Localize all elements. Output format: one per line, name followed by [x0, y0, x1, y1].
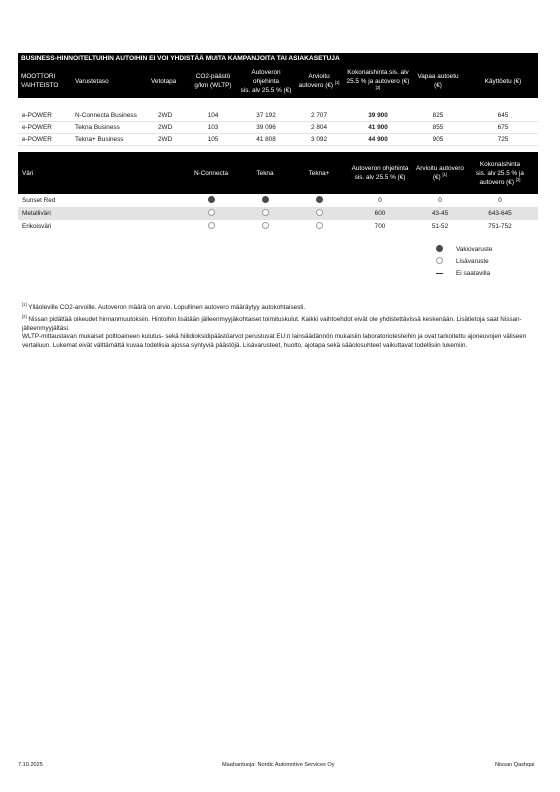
trim-cell: Tekna Business [75, 124, 120, 131]
color-table-header [18, 152, 538, 194]
price-table-header [18, 64, 538, 98]
legend-item-unavailable: Ei saatavilla [456, 270, 491, 277]
availability-cell [255, 220, 275, 233]
tekna-header: Tekna [256, 169, 274, 177]
tax-guide-cell: 41 808 [256, 136, 276, 143]
hollow-circle-icon [316, 222, 323, 229]
teknaplus-header: Tekna+ [308, 169, 330, 177]
drive-cell: 2WD [158, 112, 173, 119]
total-price-cell: 39 900 [368, 112, 388, 119]
nconnecta-header: N-Connecta [193, 169, 229, 177]
table-row [18, 207, 538, 220]
tax-guide-cell: 37 192 [256, 112, 276, 119]
filled-circle-icon [208, 196, 215, 203]
table-row [18, 220, 538, 233]
use-benefit-cell: 645 [497, 112, 509, 119]
hollow-circle-icon [262, 209, 269, 216]
tax-guide-header: Autoveron ohjehinta sis. alv 25.5 % (€) [351, 165, 409, 181]
free-benefit-cell: 905 [432, 136, 444, 143]
color-header: Väri [22, 169, 34, 177]
tax-estimate-cell: 0 [438, 197, 442, 204]
tax-estimate-header: Arvioitu autovero (€) [1] [298, 73, 340, 89]
wltp-disclaimer: WLTP-mittaustavan mukaiset polttoaineen kulutus- sekä hiilidioksidipäästöarvot perustuvat EU:n lainsäädännön mukaisiin laboratoriotesteihin ja ovat tarkoitettu ajoneuvojen väliseen vertailuun. Lukemat eivät välttämättä kuvaa todellisia ajossa syntyviä päästöjä. Lisävarusteet, huolto, ajotapa sekä sääolosuhteet vaikuttavat todellisiin lukemiin. [22, 333, 527, 350]
hollow-circle-icon [208, 222, 215, 229]
co2-cell: 104 [207, 112, 219, 119]
color-name-cell: Sunset Red [22, 197, 56, 204]
tax-estimate-cell: 2 804 [311, 124, 327, 131]
tax-guide-cell: 700 [374, 223, 386, 230]
legend-item-optional: Lisävaruste [430, 256, 540, 268]
availability-cell [201, 194, 221, 207]
equipment-legend [430, 244, 540, 280]
use-benefit-cell: 675 [497, 124, 509, 131]
footnote-2: [2] Nissan pidättää oikeudet hinnanmuutoksiin. Hintoihin lisätään jälleenmyyjäkohtaiset toimituskulut. Kaikki vaihtoehdot eivät ole yhdistettävissä keskenään. Lisätietoja saat Nissan-jälleenmyyjältäsi. [22, 313, 522, 332]
tax-estimate-header: Arvioitu autovero (€) [1] [416, 165, 464, 181]
total-price-cell: 751-752 [488, 223, 512, 230]
trim-header: Varustetaso [75, 77, 109, 85]
total-price-cell: 44 900 [368, 136, 388, 143]
free-benefit-cell: 825 [432, 112, 444, 119]
trim-cell: Tekna+ Business [75, 136, 124, 143]
color-table-body [18, 194, 538, 233]
hollow-circle-icon [436, 257, 443, 264]
tax-guide-cell: 0 [378, 197, 382, 204]
tax-estimate-cell: 51-52 [431, 223, 449, 230]
hollow-circle-icon [316, 209, 323, 216]
tax-estimate-cell: 43-45 [431, 210, 449, 217]
total-price-header: Kokonaishinta sis. alv 25.5 % ja autovero (€) [2] [476, 160, 524, 186]
tax-guide-header: Autoveron ohjehinta sis. alv 25.5 % (€) [240, 68, 292, 94]
free-benefit-cell: 855 [432, 124, 444, 131]
availability-cell [309, 220, 329, 233]
co2-header: CO2-päästö g/km (WLTP) [194, 73, 232, 89]
hollow-circle-icon [208, 209, 215, 216]
filled-circle-icon [316, 196, 323, 203]
engine-cell: e-POWER [22, 124, 52, 131]
color-name-cell: Erikoisväri [22, 223, 52, 230]
availability-cell [201, 207, 221, 220]
availability-cell [201, 220, 221, 233]
color-name-cell: Metalliväri [22, 210, 51, 217]
availability-cell [309, 194, 329, 207]
table-row [18, 110, 538, 122]
engine-header: MOOTTORI VAIHTEISTO [21, 73, 59, 89]
filled-circle-icon [262, 196, 269, 203]
tax-guide-cell: 600 [374, 210, 386, 217]
total-price-cell: 0 [498, 197, 502, 204]
tax-estimate-cell: 2 707 [311, 112, 327, 119]
availability-cell [255, 207, 275, 220]
hollow-circle-icon [262, 222, 269, 229]
availability-cell [255, 194, 275, 207]
tax-guide-cell: 39 096 [256, 124, 276, 131]
legend-item-standard: Vakiovaruste [430, 244, 540, 256]
table-row [18, 134, 538, 146]
footer-model: Nissan Qashqai [495, 762, 535, 768]
trim-cell: N-Connecta Business [75, 112, 137, 119]
co2-cell: 105 [207, 136, 219, 143]
campaign-title-bar: BUSINESS-HINNOITELTUIHIN AUTOIHIN EI VOI YHDISTÄÄ MUITA KAMPANJOITA TAI ASIAKASETUJA [18, 53, 538, 64]
use-benefit-cell: 725 [497, 136, 509, 143]
drive-header: Vetotapa [151, 77, 177, 85]
table-row [18, 194, 538, 207]
total-price-cell: 41 900 [368, 124, 388, 131]
filled-circle-icon [436, 245, 443, 252]
co2-cell: 103 [207, 124, 219, 131]
dash-icon [436, 273, 443, 274]
engine-cell: e-POWER [22, 112, 52, 119]
tax-estimate-cell: 3 092 [311, 136, 327, 143]
drive-cell: 2WD [158, 124, 173, 131]
total-price-cell: 643-645 [488, 210, 512, 217]
footer-importer: Maahantuoja: Nordic Automotive Services Oy [222, 762, 335, 768]
use-benefit-header: Käyttöetu (€) [484, 77, 522, 85]
drive-cell: 2WD [158, 136, 173, 143]
footer-date: 7.10.2025 [18, 762, 43, 768]
table-row [18, 122, 538, 134]
footnotes [22, 301, 527, 354]
free-benefit-header: Vapaa autoetu (€) [417, 73, 459, 89]
total-price-header: Kokonaishinta sis. alv 25.5 % ja autovero (€) [2] [346, 68, 410, 90]
price-table-body [18, 110, 538, 146]
engine-cell: e-POWER [22, 136, 52, 143]
availability-cell [309, 207, 329, 220]
footnote-1: [1] Ylläoleville CO2-arvoille. Autoveron määrä on arvio. Lopullinen autovero määräytyy autokohtaisesti. [22, 301, 306, 311]
